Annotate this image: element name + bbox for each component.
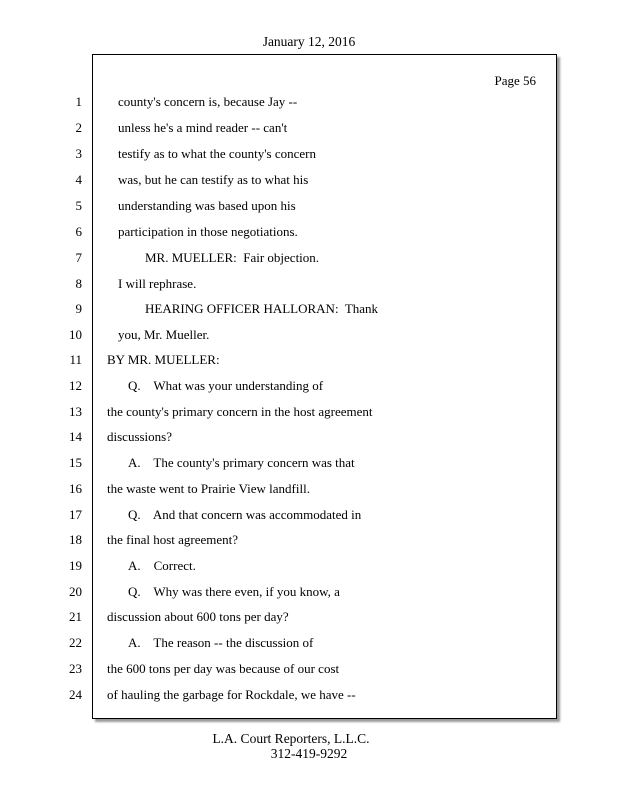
line-number: 1 <box>75 94 82 109</box>
transcript-line: unless he's a mind reader -- can't <box>118 120 288 135</box>
line-number: 24 <box>69 687 82 702</box>
line-number: 19 <box>69 558 82 573</box>
transcript-line: Q. What was your understanding of <box>128 378 324 393</box>
transcript-line: I will rephrase. <box>118 276 197 291</box>
transcript-line: was, but he can testify as to what his <box>118 172 309 187</box>
transcript-line: discussion about 600 tons per day? <box>107 609 289 624</box>
transcript-line: participation in those negotiations. <box>118 224 298 239</box>
transcript-line: the 600 tons per day was because of our cost <box>107 661 340 676</box>
transcript-line: A. The reason -- the discussion of <box>128 635 314 650</box>
line-number: 9 <box>75 301 82 316</box>
line-number: 3 <box>75 146 82 161</box>
transcript-line: understanding was based upon his <box>118 198 296 213</box>
footer-phone: 312-419-9292 <box>270 746 348 761</box>
transcript-line: county's concern is, because Jay -- <box>118 94 298 109</box>
transcript-line: testify as to what the county's concern <box>118 146 317 161</box>
line-number: 6 <box>75 224 82 239</box>
transcript-line: you, Mr. Mueller. <box>118 327 210 342</box>
transcript-line: A. The county's primary concern was that <box>128 455 355 470</box>
transcript-line: of hauling the garbage for Rockdale, we have -- <box>107 687 356 702</box>
line-number: 16 <box>69 481 82 496</box>
transcript-line: BY MR. MUELLER: <box>107 352 220 367</box>
transcript-line: discussions? <box>107 429 172 444</box>
transcript-line: the waste went to Prairie View landfill. <box>107 481 310 496</box>
line-number: 20 <box>69 584 82 599</box>
transcript-line: the county's primary concern in the host agreement <box>107 404 373 419</box>
transcript-line: A. Correct. <box>128 558 196 573</box>
line-number: 21 <box>69 609 82 624</box>
line-number: 11 <box>69 352 82 367</box>
line-number: 2 <box>75 120 82 135</box>
line-number: 5 <box>75 198 82 213</box>
line-number: 12 <box>69 378 82 393</box>
line-number: 7 <box>75 250 82 265</box>
page-number: Page 56 <box>494 73 536 88</box>
transcript-line: Q. Why was there even, if you know, a <box>128 584 340 599</box>
line-number: 10 <box>69 327 82 342</box>
transcript-line: MR. MUELLER: Fair objection. <box>145 250 320 265</box>
line-number: 23 <box>69 661 82 676</box>
line-number: 18 <box>69 532 82 547</box>
transcript-line: the final host agreement? <box>107 532 239 547</box>
page-header-date: January 12, 2016 <box>262 34 356 49</box>
line-number: 22 <box>69 635 82 650</box>
line-number: 14 <box>69 429 82 444</box>
line-number: 4 <box>75 172 82 187</box>
line-number: 17 <box>69 507 82 522</box>
transcript-line: Q. And that concern was accommodated in <box>128 507 362 522</box>
line-number: 13 <box>69 404 82 419</box>
transcript-line: HEARING OFFICER HALLORAN: Thank <box>145 301 379 316</box>
line-number: 8 <box>75 276 82 291</box>
footer-reporter: L.A. Court Reporters, L.L.C. <box>212 731 370 746</box>
line-number: 15 <box>69 455 82 470</box>
